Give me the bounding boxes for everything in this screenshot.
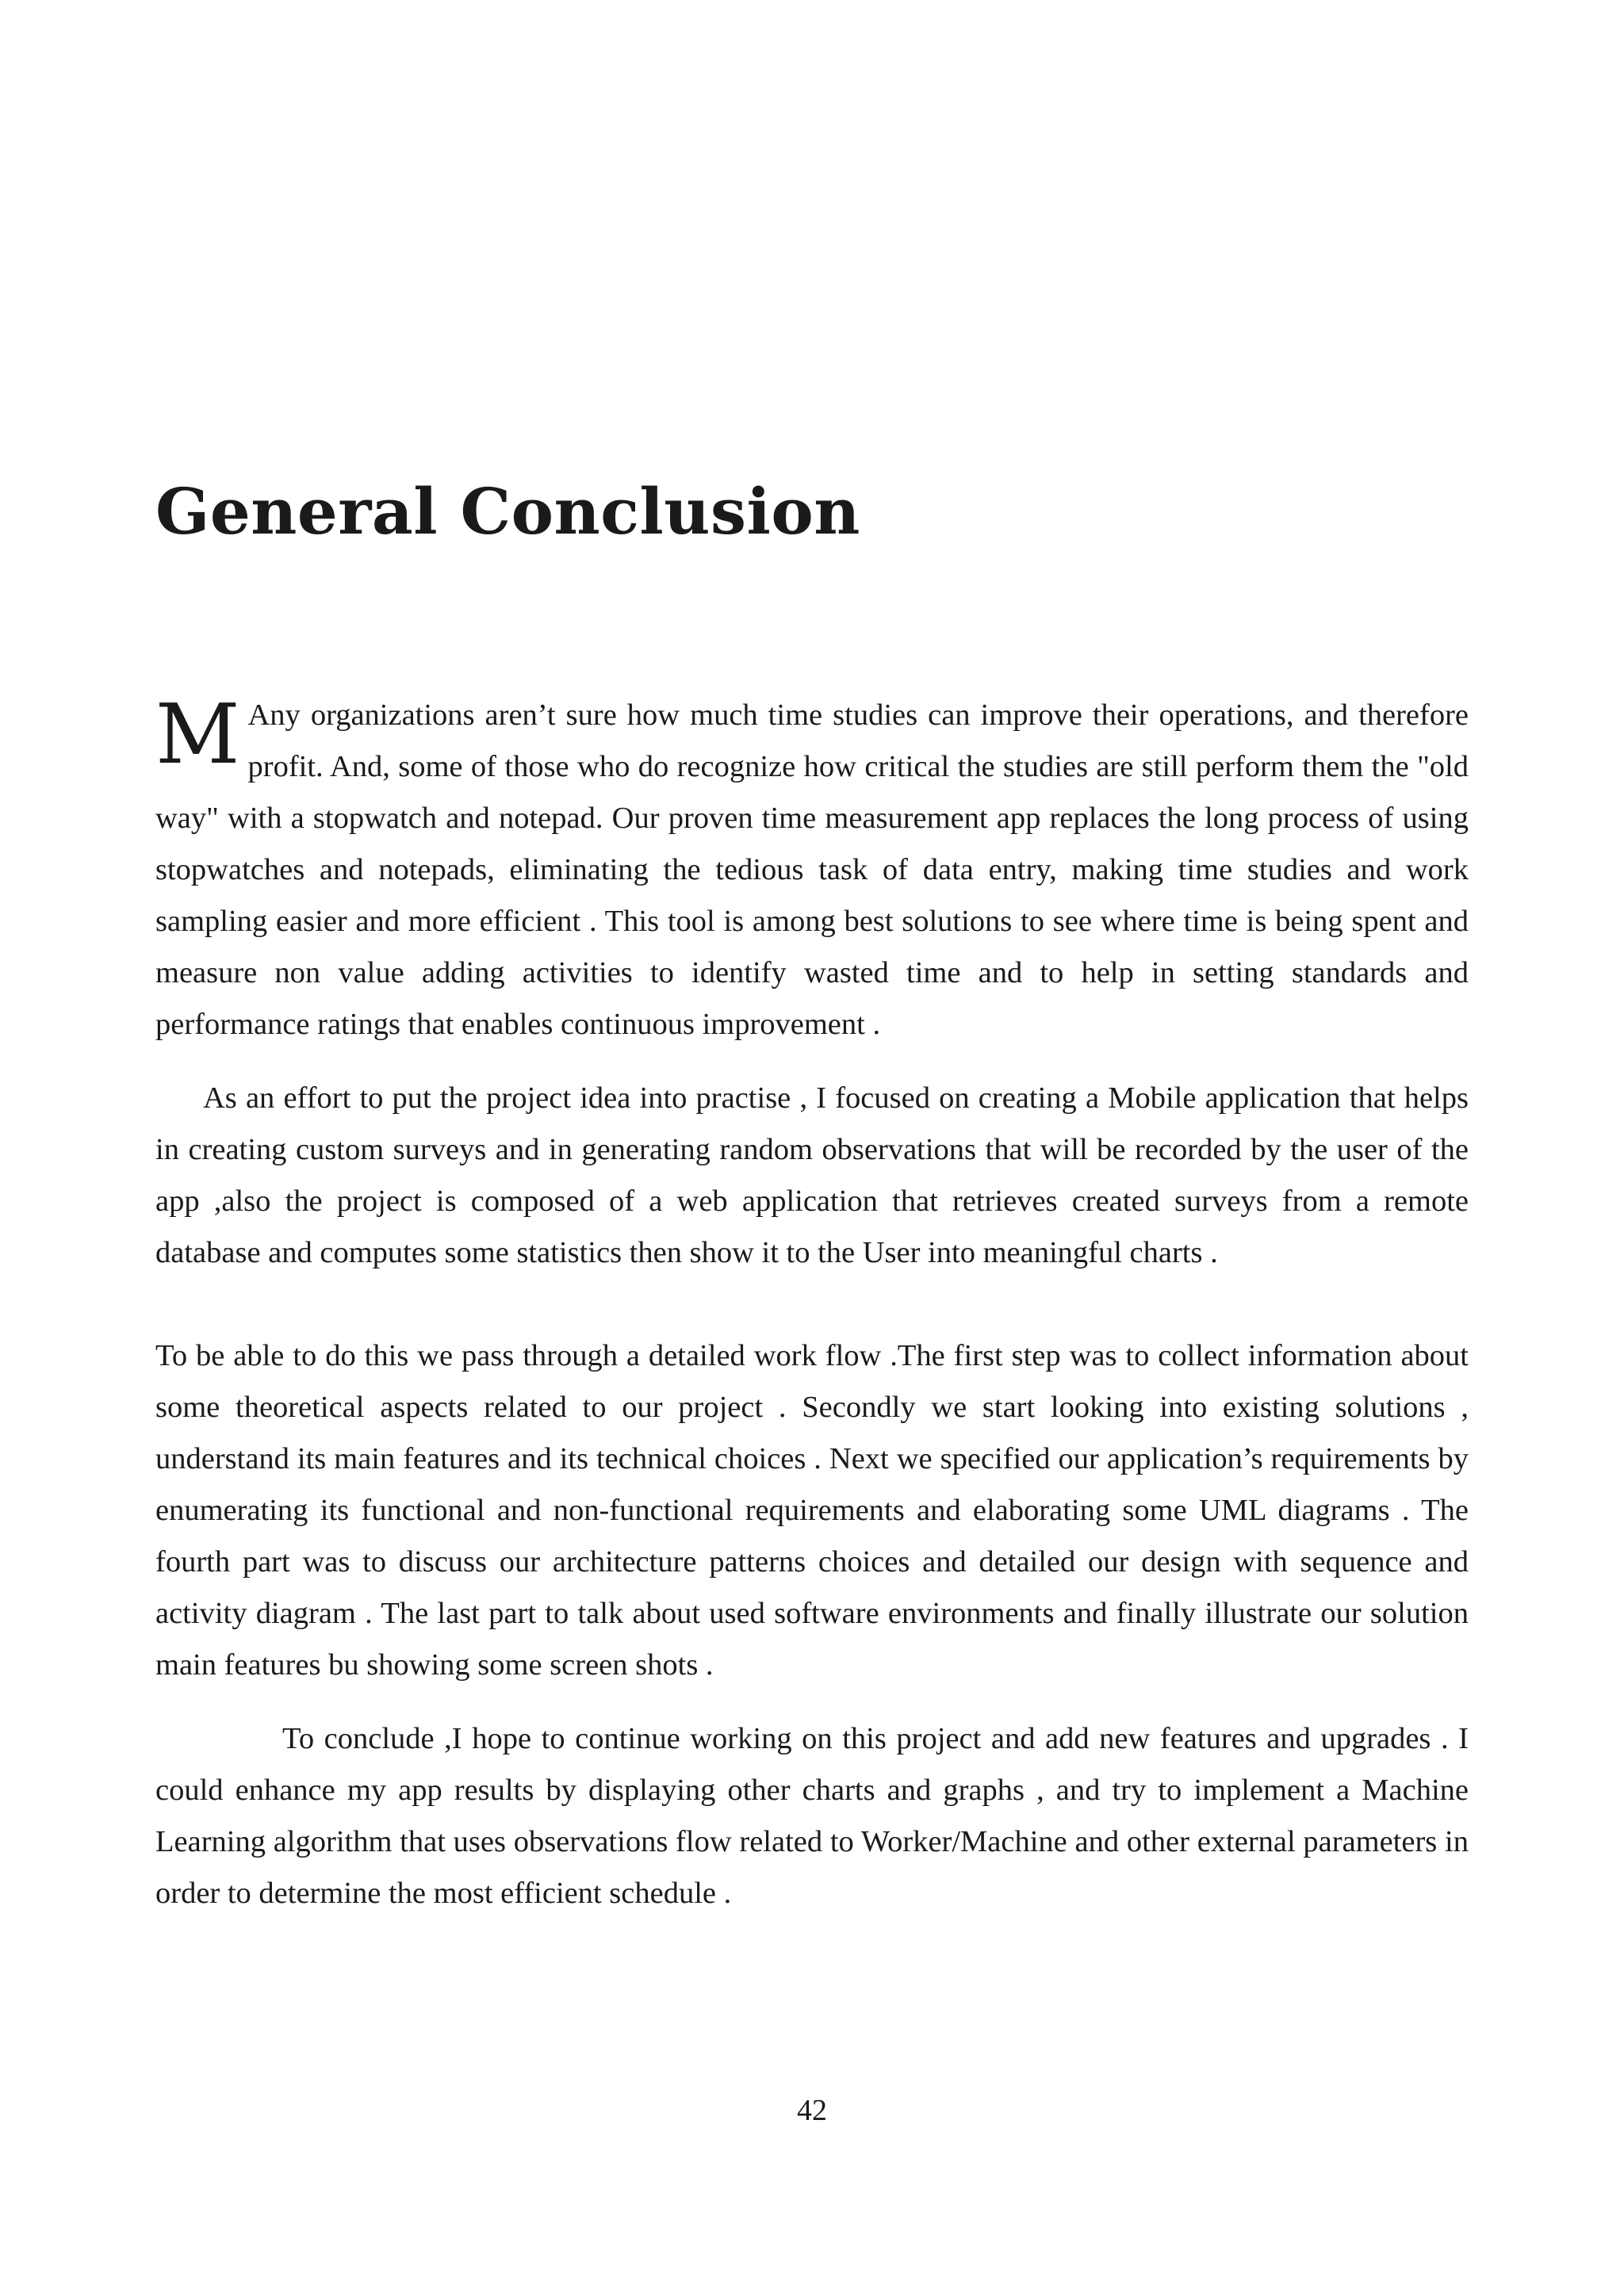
paragraph-intro — [155, 686, 1469, 1050]
paragraph-workflow: To be able to do this we pass through a detailed work flow .The first step was to collect information about some theoretical aspects related to our project . Secondly we start looking into existing solutions , understand its main features and its technical choices . Next we specified our application’s requirements by enumerating its functional and non-functional requirements and elaborating some UML diagrams . The fourth part was to discuss our architecture patterns choices and detailed our design with sequence and activity diagram . The last part to talk about used software environments and finally illustrate our solution main features bu showing some screen shots . — [155, 1339, 1469, 1682]
paragraph-conclusion: To conclude ,I hope to continue working on this project and add new features and upgrades . I could enhance my app results by displaying other charts and graphs , and try to implement a Machine Learning algorithm that uses observations flow related to Worker/Machine and other external parameters in order to determine the most efficient schedule . — [155, 1722, 1469, 1910]
paragraph-intro-text: Any organizations aren’t sure how much time studies can improve their operations, and therefore profit. And, some of those who do recognize how critical the studies are still perform them the "old way" with a stopwatch and notepad. Our proven time measurement app replaces the long process of using stopwatches and notepads, eliminating the tedious task of data entry, making time studies and work sampling easier and more efficient . This tool is among best solutions to see where time is being spent and measure non value adding activities to identify wasted time and to help in setting standards and performance ratings that enables continuous improvement . — [155, 698, 1469, 1041]
paragraph-effort: As an effort to put the project idea into practise , I focused on creating a Mobile application that helps in creating custom surveys and in generating random observations that will be recorded by the user of the app ,also the project is composed of a web application that retrieves created surveys from a remote database and computes some statistics then show it to the User into meaningful charts . — [155, 1081, 1469, 1269]
drop-cap-letter: M — [155, 686, 240, 783]
page-number: 42 — [797, 2094, 827, 2127]
chapter-title: General Conclusion — [155, 474, 860, 549]
body-text — [155, 686, 1469, 1919]
